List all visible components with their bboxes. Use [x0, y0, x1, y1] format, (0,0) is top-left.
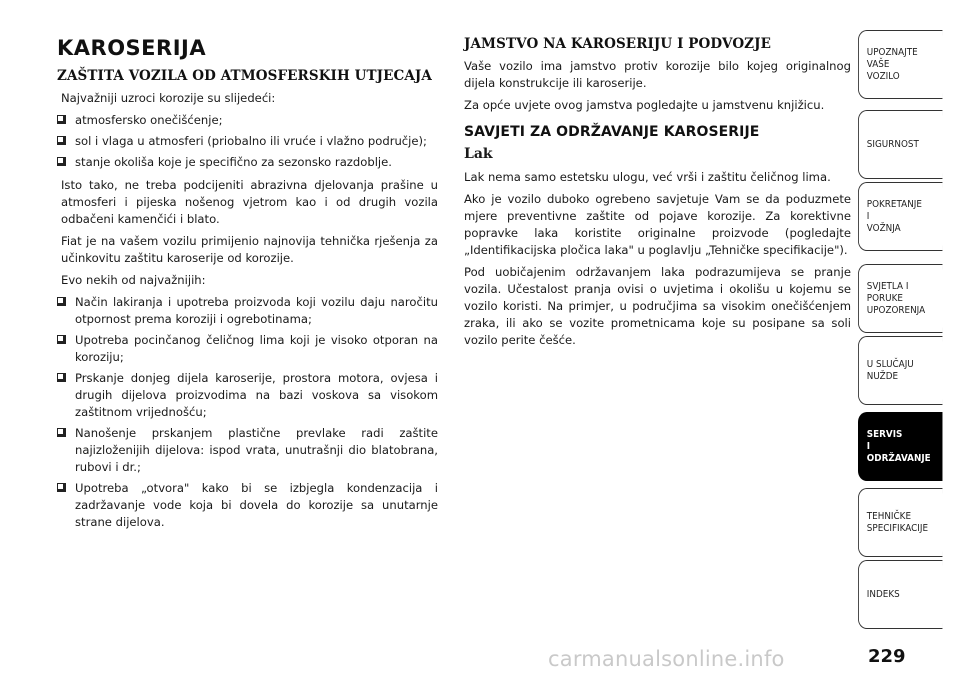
checkbox-bullet-icon: [57, 428, 66, 437]
watermark: carmanualsonline.info: [548, 647, 785, 671]
paragraph-most-important: Evo nekih od najvažnijih:: [61, 273, 206, 287]
paragraph-paint-3: Pod uobičajenim održavanjem laka podrazumijeva se pranje vozila. Učestalost pranja ovisi o uvjetima i okolišu u kojemu se vozilo koristi. Na primjer, u područjima sa visokim onečišćenjem zraka, ili ako se vozite prometnicama koje su posipane sa soli vozilo perite češće.: [464, 265, 851, 347]
checkbox-bullet-icon: [57, 297, 66, 306]
tab-safety[interactable]: SIGURNOST: [858, 110, 942, 179]
measures-list: [57, 294, 438, 531]
list-item: sol i vlaga u atmosferi (priobalno ili vruće i vlažno područje);: [57, 133, 438, 150]
tab-emergency[interactable]: U SLUČAJU NUŽDE: [858, 336, 942, 405]
causes-list: [57, 112, 438, 171]
paragraph-warranty-2: Za opće uvjete ovog jamstva pogledajte u jamstvenu knjižicu.: [464, 98, 825, 112]
tab-lights-warnings[interactable]: SVJETLA I PORUKE UPOZORENJA: [858, 264, 942, 333]
tab-index[interactable]: INDEKS: [858, 560, 942, 629]
paragraph-paint-2: Ako je vozilo duboko ogrebeno savjetuje Vam se da poduzmete mjere preventivne zaštite od pojave korozije. Za korektivne popravke laka koristite originalne proizvode (pogledajte „Identifikacijska pločica laka" u poglavlju „Tehničke specifikacije").: [464, 192, 851, 257]
checkbox-bullet-icon: [57, 157, 66, 166]
paragraph-abrasion: Isto tako, ne treba podcijeniti abrazivna djelovanja prašine u atmosferi i pijeska nošenog vjetrom kao i od drugih vozila odbačeni kamenčići i blato.: [61, 178, 438, 226]
list-item: Način lakiranja i upotreba proizvoda koji vozilu daju naročitu otpornost prema koroziji i ogrebotinama;: [57, 294, 438, 328]
tab-technical-specifications[interactable]: TEHNIČKE SPECIFIKACIJE: [858, 488, 942, 557]
paragraph-paint-1: Lak nema samo estetsku ulogu, već vrši i zaštitu čeličnog lima.: [464, 170, 831, 184]
left-column: [57, 36, 438, 537]
tab-starting-driving[interactable]: POKRETANJE I VOŽNJA: [858, 182, 942, 251]
checkbox-bullet-icon: [57, 483, 66, 492]
list-item: stanje okoliša koje je specifično za sezonsko razdoblje.: [57, 154, 438, 171]
list-item: Nanošenje prskanjem plastične prevlake radi zaštite najizloženijih dijelova: ispod vrata, unutrašnji dio blatobrana, rubovi i dr.;: [57, 425, 438, 476]
subsection-title-paint: Lak: [464, 146, 493, 162]
checkbox-bullet-icon: [57, 335, 66, 344]
checkbox-bullet-icon: [57, 115, 66, 124]
page-title: KAROSERIJA: [57, 36, 207, 60]
list-item: Prskanje donjeg dijela karoserije, prostora motora, ovjesa i drugih dijelova proizvodima na bazi voskova sa visokom zaštitnom vrijednošću;: [57, 370, 438, 421]
page-number: 229: [868, 646, 906, 667]
paragraph-warranty-1: Vaše vozilo ima jamstvo protiv korozije bilo kojeg originalnog dijela konstrukcije ili karoserije.: [464, 59, 851, 90]
checkbox-bullet-icon: [57, 373, 66, 382]
list-item: Upotreba „otvora" kako bi se izbjegla kondenzacija i zadržavanje vode koja bi dovela do korozije sa unutarnje strane dijelova.: [57, 480, 438, 531]
section-title-protection: ZAŠTITA VOZILA OD ATMOSFERSKIH UTJECAJA: [57, 68, 432, 84]
checkbox-bullet-icon: [57, 136, 66, 145]
section-title-warranty: JAMSTVO NA KAROSERIJU I PODVOZJE: [464, 36, 772, 52]
paragraph-fiat-solutions: Fiat je na vašem vozilu primijenio najnovija tehnička rješenja za učinkovitu zaštitu karoserije od korozije.: [61, 234, 438, 265]
list-item: atmosfersko onečišćenje;: [57, 112, 438, 129]
list-item: Upotreba pocinčanog čeličnog lima koji je visoko otporan na koroziju;: [57, 332, 438, 366]
right-column: [464, 36, 851, 354]
intro-text: Najvažniji uzroci korozije su slijedeći:: [61, 91, 276, 105]
tab-service-maintenance[interactable]: SERVIS I ODRŽAVANJE: [858, 412, 942, 481]
section-title-care: SAVJETI ZA ODRŽAVANJE KAROSERIJE: [464, 124, 760, 140]
tab-know-your-vehicle[interactable]: UPOZNAJTE VAŠE VOZILO: [858, 30, 942, 99]
